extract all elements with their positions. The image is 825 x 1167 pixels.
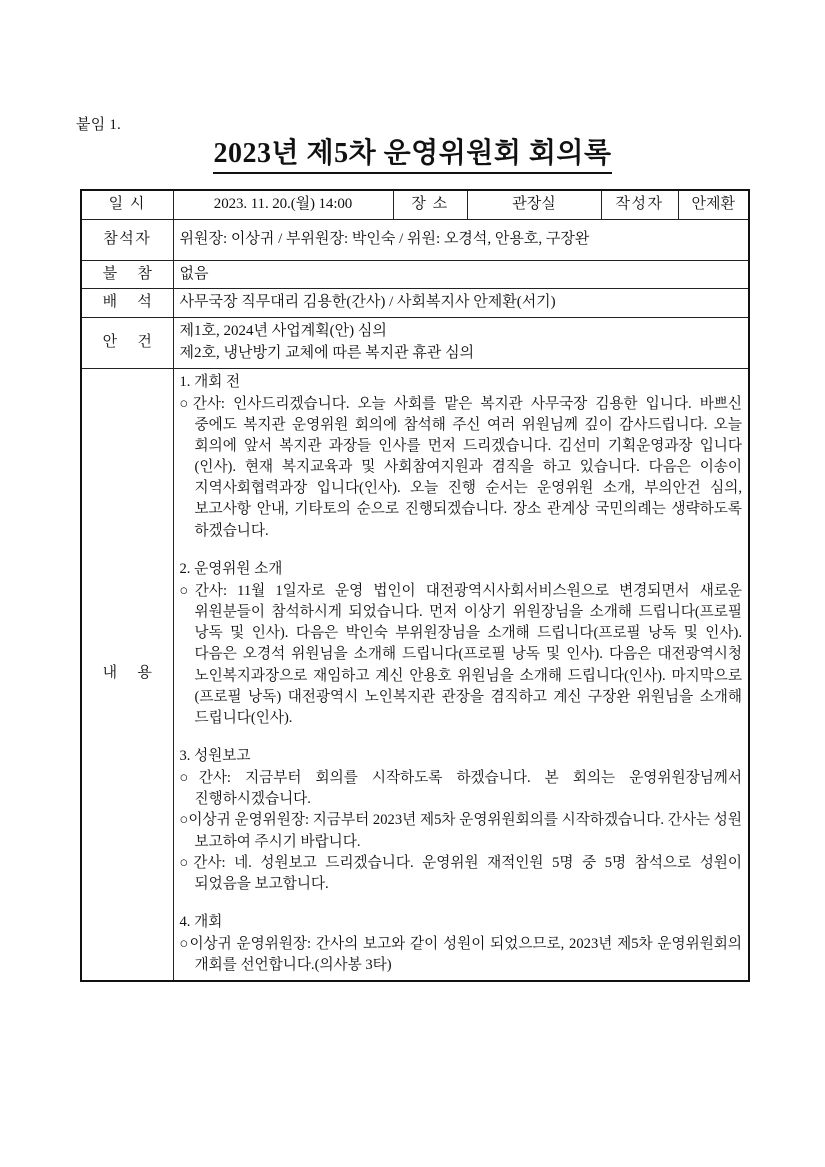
agenda-item: 제1호, 2024년 사업계획(안) 심의 (179, 323, 387, 339)
value-writer: 안제환 (678, 190, 749, 219)
label-content: 내 용 (81, 368, 173, 981)
section-heading: 4. 개회 (179, 914, 223, 931)
section-heading: 3. 성원보고 (179, 748, 251, 764)
value-absent: 없음 (173, 260, 749, 289)
table-row-agenda (81, 318, 749, 369)
section-paragraph: ○간사: 네. 성원보고 드리겠습니다. 운영위원 재적인원 5명 중 5명 참석으로 성원이 되었음을 보고합니다. (179, 854, 742, 892)
label-absent: 불 참 (81, 260, 173, 289)
content-section-2 (180, 559, 743, 729)
value-place: 관장실 (467, 190, 601, 219)
section-paragraph: ○이상귀 운영위원장: 간사의 보고와 같이 성원이 되었으므로, 2023년 제5차 운영위원회의 개회를 선언합니다.(의사봉 3타) (179, 936, 742, 974)
label-date: 일 시 (81, 190, 173, 219)
meeting-minutes-table (80, 189, 750, 982)
label-observers: 배 석 (81, 289, 173, 318)
table-row-observers (81, 289, 749, 318)
content-section-1 (180, 372, 743, 542)
section-heading: 1. 개회 전 (179, 373, 241, 390)
section-paragraph: ○간사: 인사드리겠습니다. 오늘 사회를 맡은 복지관 사무국장 김용한 입니다. 바쁘신 중에도 복지관 운영위원 회의에 참석해 주신 여러 위원님께 깊이 감사드립니다. 오늘 회의에 앞서 복지관 과장들 인사를 먼저 드리겠습니다. 김선미 기획운영과장 입니다(인사). 현재 복지교육과 및 사회참여지원과 겸직을 하고 있습니다. 다음은 이송이 지역사회협력과장 입니다(인사). 오늘 진행 순서는 운영위원 소개, 부의안건 심의, 보고사항 안내, 기타토의 순으로 진행되겠습니다. 장소 관계상 국민의례는 생략하도록 하겠습니다. (179, 395, 742, 539)
section-heading: 2. 운영위원 소개 (179, 560, 283, 577)
table-row-attendees (81, 219, 749, 260)
label-writer: 작성자 (601, 190, 678, 219)
agenda-item: 제2호, 냉난방기 교체에 따른 복지관 휴관 심의 (179, 344, 475, 361)
section-paragraph: ○이상귀 운영위원장: 지금부터 2023년 제5차 운영위원회의를 시작하겠습니다. 간사는 성원 보고하여 주시기 바랍니다. (179, 812, 742, 850)
content-section-3 (180, 746, 743, 895)
section-paragraph: ○간사: 지금부터 회의를 시작하도록 하겠습니다. 본 회의는 운영위원장님께서 진행하시겠습니다. (179, 770, 742, 808)
table-row-absent (81, 260, 749, 289)
content-section-4 (180, 912, 743, 976)
table-row-date (81, 190, 749, 219)
label-attendees: 참석자 (81, 219, 173, 260)
section-paragraph: ○간사: 11월 1일자로 운영 법인이 대전광역시사회서비스원으로 변경되면서 새로운 위원분들이 참석하시게 되었습니다. 먼저 이상기 위원장님을 소개해 드립니다(프로필 낭독 및 인사). 다음은 박인숙 부위원장님을 소개해 드립니다(프로필 낭독 및 인사). 다음은 오경석 위원님을 소개해 드립니다(프로필 낭독 및 인사). 다음은 대전광역시청 노인복지과장으로 재임하고 계신 안용호 위원님을 소개해 드립니다(인사). 마지막으로(프로필 낭독) 대전광역시 노인복지관 관장을 겸직하고 계신 구장완 위원님을 소개해 드립니다(인사). (179, 582, 742, 726)
value-agenda-list (173, 318, 749, 369)
value-attendees: 위원장: 이상귀 / 부위원장: 박인숙 / 위원: 오경석, 안용호, 구장완 (173, 219, 749, 260)
label-place: 장 소 (393, 190, 467, 219)
label-agenda: 안 건 (81, 318, 173, 369)
page-title-text: 2023년 제5차 운영위원회 회의록 (213, 131, 611, 174)
table-row-content (81, 368, 749, 981)
value-observers: 사무국장 직무대리 김용한(간사) / 사회복지사 안제환(서기) (173, 289, 749, 318)
attachment-label: 붙임 1. (76, 117, 121, 133)
page-title (0, 131, 825, 174)
value-date: 2023. 11. 20.(월) 14:00 (173, 190, 393, 219)
meeting-content-body (173, 368, 749, 981)
